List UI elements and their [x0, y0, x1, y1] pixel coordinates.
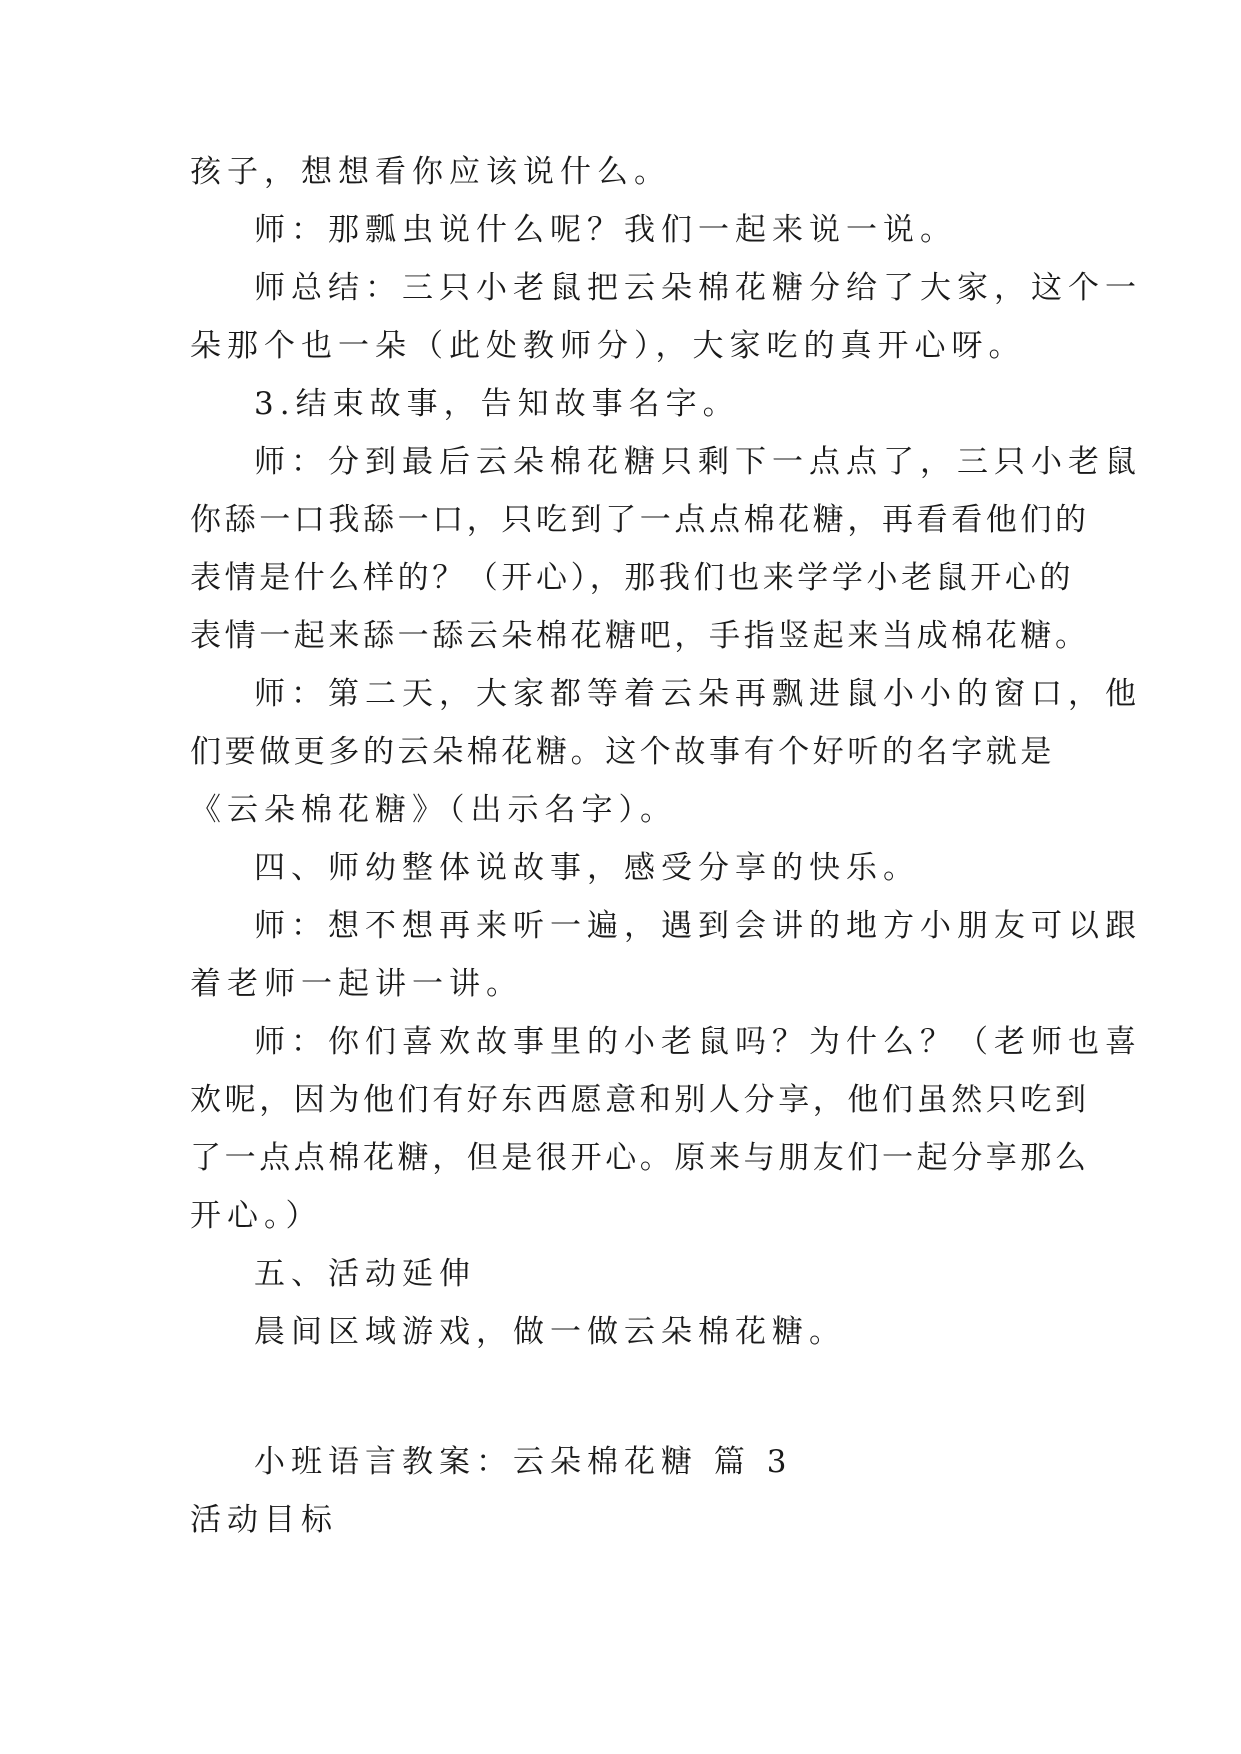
section-heading: 四、师幼整体说故事，感受分享的快乐。 — [254, 850, 920, 886]
text-line: 了一点点棉花糖，但是很开心。原来与朋友们一起分享那么 — [190, 1140, 1090, 1176]
text-line: 欢呢，因为他们有好东西愿意和别人分享，他们虽然只吃到 — [190, 1082, 1090, 1118]
text-line: 们要做更多的云朵棉花糖。这个故事有个好听的名字就是 — [190, 734, 1055, 770]
text-line: 师总结：三只小老鼠把云朵棉花糖分给了大家，这个一 — [254, 270, 1142, 306]
text-line: 师：分到最后云朵棉花糖只剩下一点点了，三只小老鼠 — [254, 444, 1142, 480]
section-heading: 活动目标 — [190, 1502, 338, 1538]
text-line: 你舔一口我舔一口，只吃到了一点点棉花糖，再看看他们的 — [190, 502, 1090, 538]
text-line: 着老师一起讲一讲。 — [190, 966, 523, 1002]
text-line: 师：那瓢虫说什么呢？我们一起来说一说。 — [254, 212, 957, 248]
text-line: 朵那个也一朵（此处教师分），大家吃的真开心呀。 — [190, 328, 1026, 364]
text-line: 师：你们喜欢故事里的小老鼠吗？为什么？（老师也喜 — [254, 1024, 1142, 1060]
text-line: 晨间区域游戏，做一做云朵棉花糖。 — [254, 1314, 846, 1350]
text-line: 表情一起来舔一舔云朵棉花糖吧，手指竖起来当成棉花糖。 — [190, 618, 1090, 654]
text-line: 表情是什么样的？（开心），那我们也来学学小老鼠开心的 — [190, 560, 1075, 596]
text-line: 师：想不想再来听一遍，遇到会讲的地方小朋友可以跟 — [254, 908, 1142, 944]
text-line: 师：第二天，大家都等着云朵再飘进鼠小小的窗口，他 — [254, 676, 1142, 712]
text-line: 《云朵棉花糖》（出示名字）。 — [190, 792, 677, 828]
text-line: 3.结束故事，告知故事名字。 — [254, 386, 740, 422]
section-heading: 五、活动延伸 — [254, 1256, 476, 1292]
text-line: 孩子，想想看你应该说什么。 — [190, 154, 671, 190]
chapter-title: 小班语言教案：云朵棉花糖 篇 3 — [254, 1444, 793, 1480]
text-line: 开心。） — [190, 1198, 323, 1234]
